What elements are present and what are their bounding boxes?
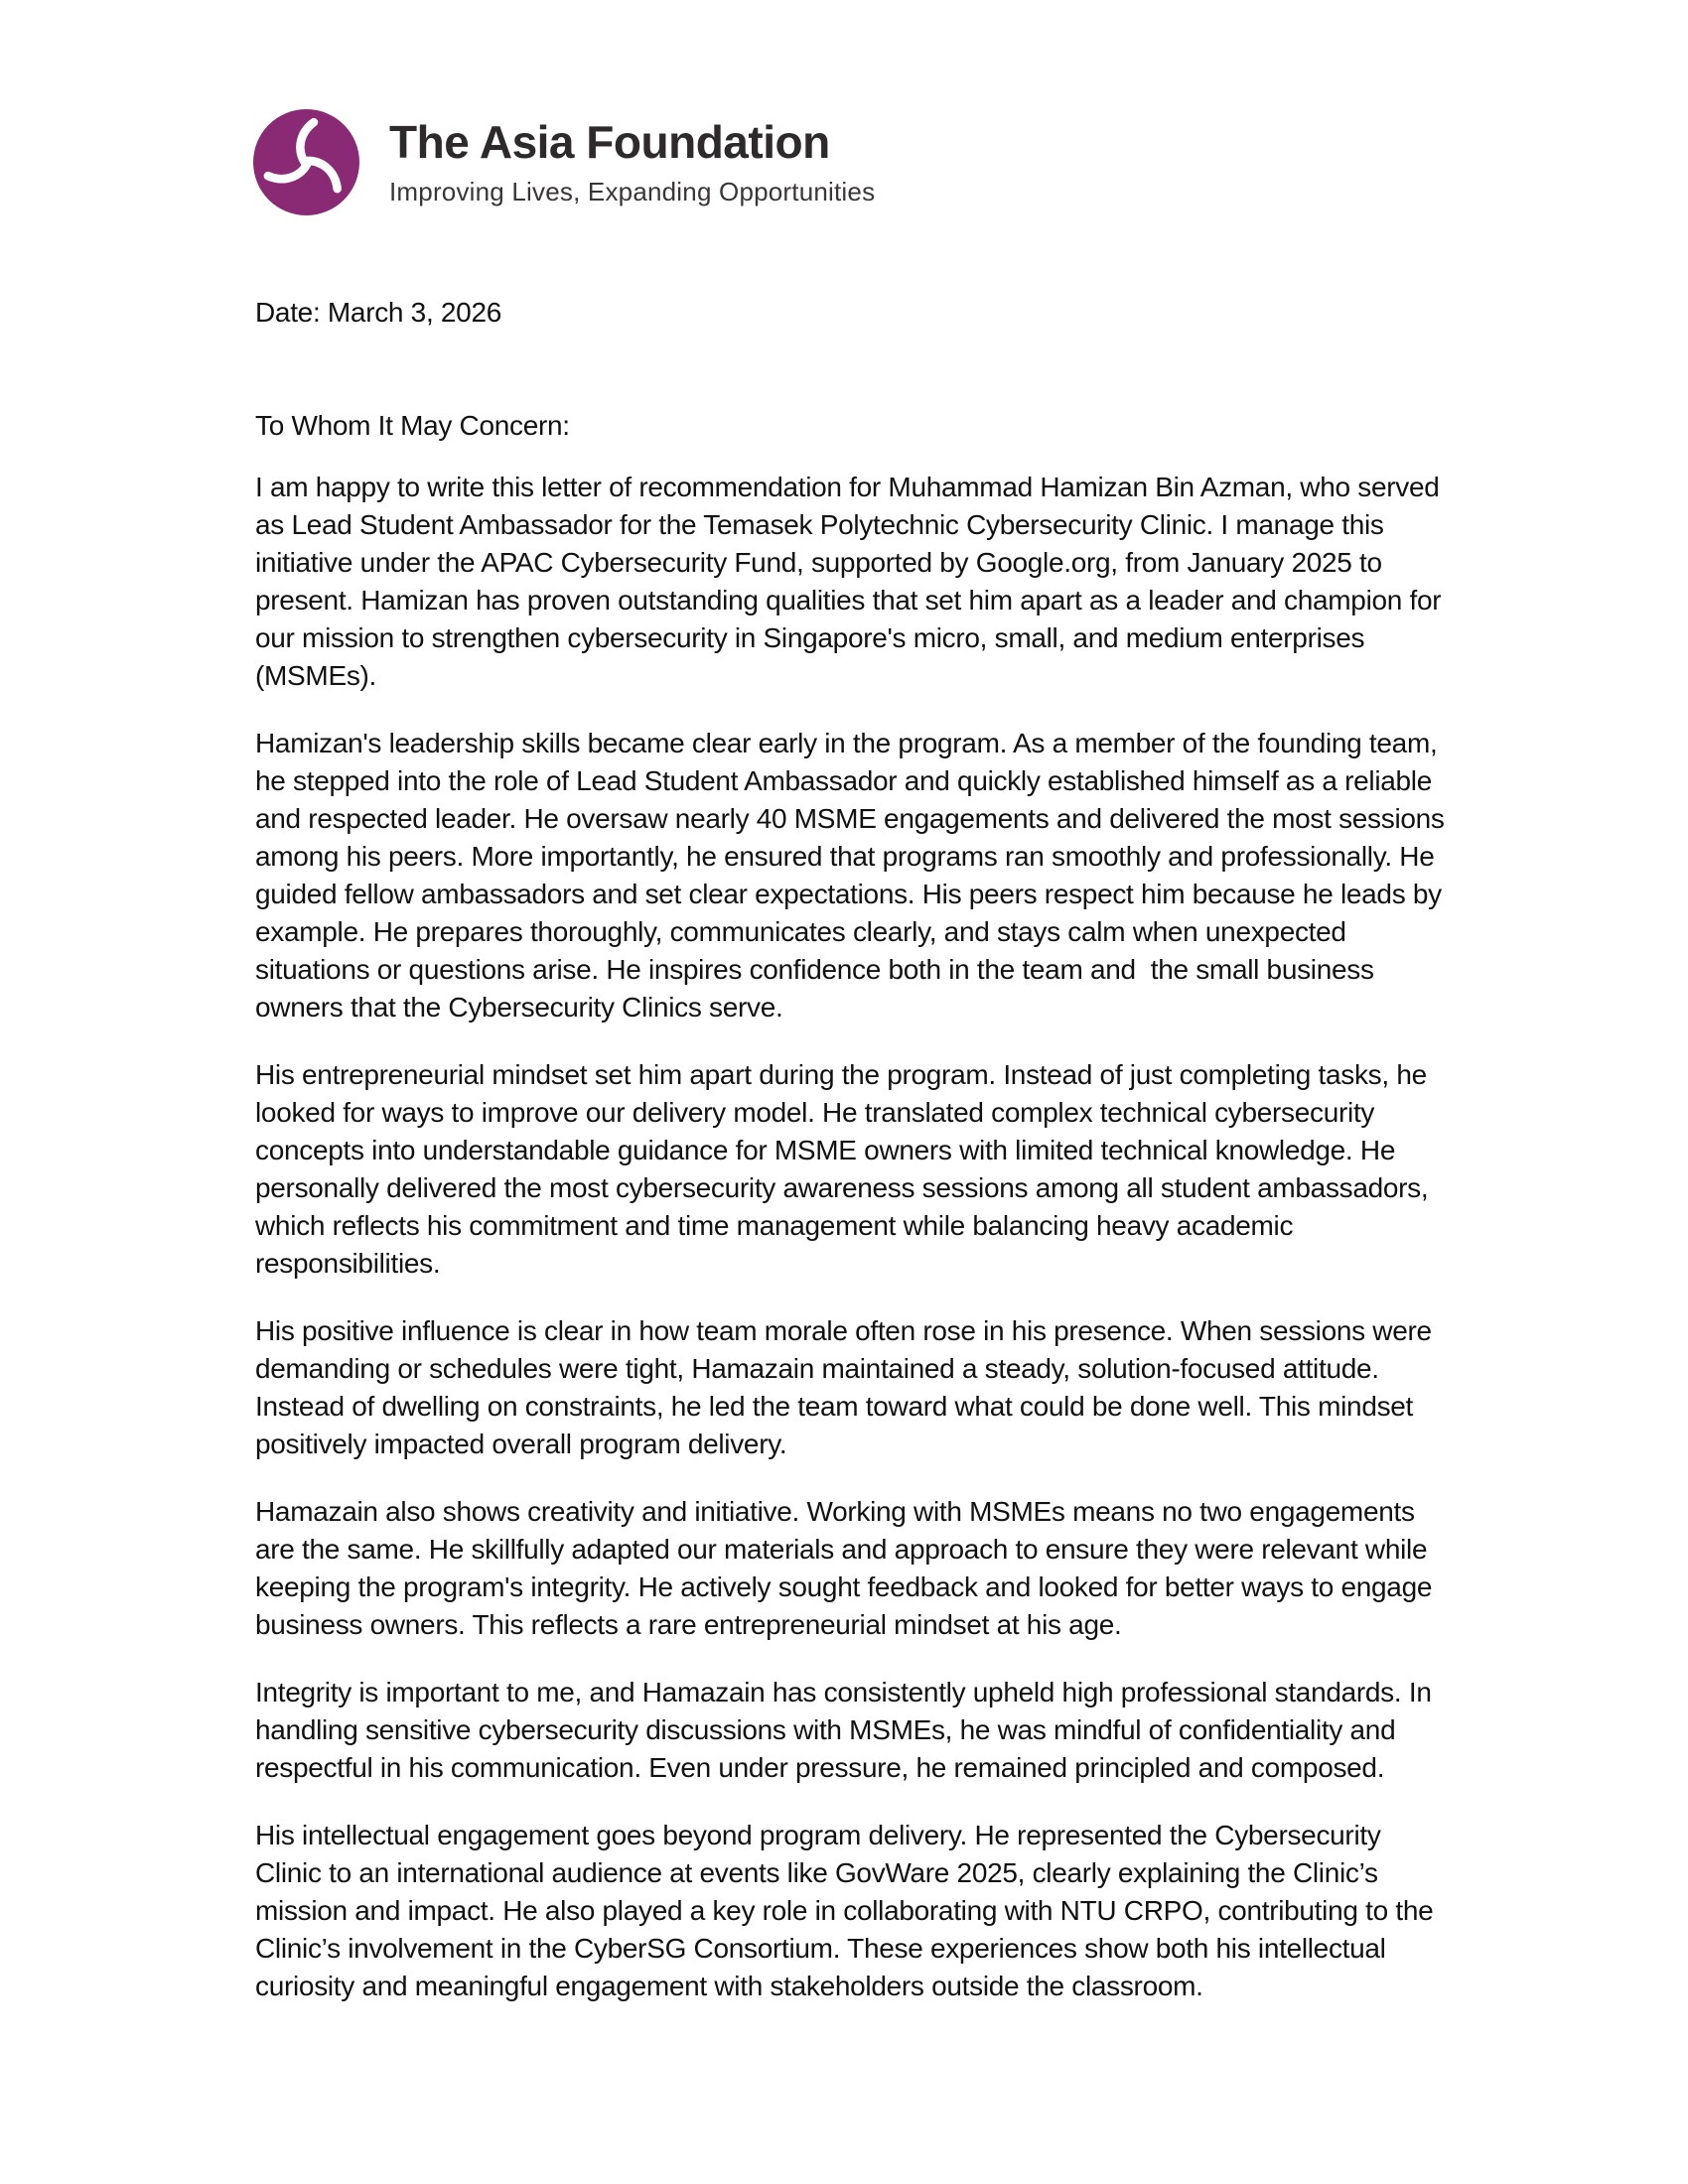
letter-paragraph-intellectual-engagement: His intellectual engagement goes beyond program delivery. He represented the Cybersecurity Clinic to an international audience at events like GovWare 2025, clearly explaining the Clinic’s mission and impact. He also played a key role in collaborating with NTU CRPO, contributing to the Clinic’s involvement in the CyberSG Consortium. These experiences show both his intellectual curiosity and meaningful engagement with stakeholders outside the classroom.	[255, 1820, 1441, 2001]
letter-paragraph-positive-influence: His positive influence is clear in how team morale often rose in his presence. When sessions were demanding or schedules were tight, Hamazain maintained a steady, solution-focused attitude. Instead of dwelling on constraints, he led the team toward what could be done well. This mindset positively impacted overall program delivery.	[255, 1315, 1440, 1459]
date-line: Date: March 3, 2026	[255, 297, 501, 328]
letterhead	[253, 109, 875, 215]
asia-foundation-trefoil-icon	[253, 109, 359, 215]
letter-paragraph-leadership: Hamizan's leadership skills became clear early in the program. As a member of the founding team, he stepped into the role of Lead Student Ambassador and quickly established himself as a reliable and respected leader. He oversaw nearly 40 MSME engagements and delivered the most sessions among his peers. More importantly, he ensured that programs ran smoothly and professionally. He guided fellow ambassadors and set clear expectations. His peers respect him because he leads by example. He prepares thoroughly, communicates clearly, and stays calm when unexpected situations or questions arise. He inspires confidence both in the team and the small business owners that the Cybersecurity Clinics serve.	[255, 728, 1453, 1023]
letter-paragraph-entrepreneurial: His entrepreneurial mindset set him apart during the program. Instead of just completing tasks, he looked for ways to improve our delivery model. He translated complex technical cybersecurity concepts into understandable guidance for MSME owners with limited technical knowledge. He personally delivered the most cybersecurity awareness sessions among all student ambassadors, which reflects his commitment and time management while balancing heavy academic responsibilities.	[255, 1059, 1436, 1279]
letter-paragraph-introduction: I am happy to write this letter of recommendation for Muhammad Hamizan Bin Azman, who served as Lead Student Ambassador for the Temasek Polytechnic Cybersecurity Clinic. I manage this initiative under the APAC Cybersecurity Fund, supported by Google.org, from January 2025 to present. Hamizan has proven outstanding qualities that set him apart as a leader and champion for our mission to strengthen cybersecurity in Singapore's micro, small, and medium enterprises (MSMEs).	[255, 472, 1449, 691]
letter-body	[255, 294, 1452, 2035]
salutation: To Whom It May Concern:	[255, 410, 570, 441]
letter-paragraph-creativity: Hamazain also shows creativity and initiative. Working with MSMEs means no two engagements are the same. He skillfully adapted our materials and approach to ensure they were relevant while keeping the program's integrity. He actively sought feedback and looked for better ways to engage business owners. This reflects a rare entrepreneurial mindset at his age.	[255, 1496, 1440, 1640]
letter-paragraph-integrity: Integrity is important to me, and Hamazain has consistently upheld high professional standards. In handling sensitive cybersecurity discussions with MSMEs, he was mindful of confidentiality and respectful in his communication. Even under pressure, he remained principled and composed.	[255, 1677, 1440, 1783]
brand-tagline: Improving Lives, Expanding Opportunities	[389, 176, 876, 206]
brand-text-block	[389, 117, 875, 207]
brand-name: The Asia Foundation	[389, 116, 830, 169]
